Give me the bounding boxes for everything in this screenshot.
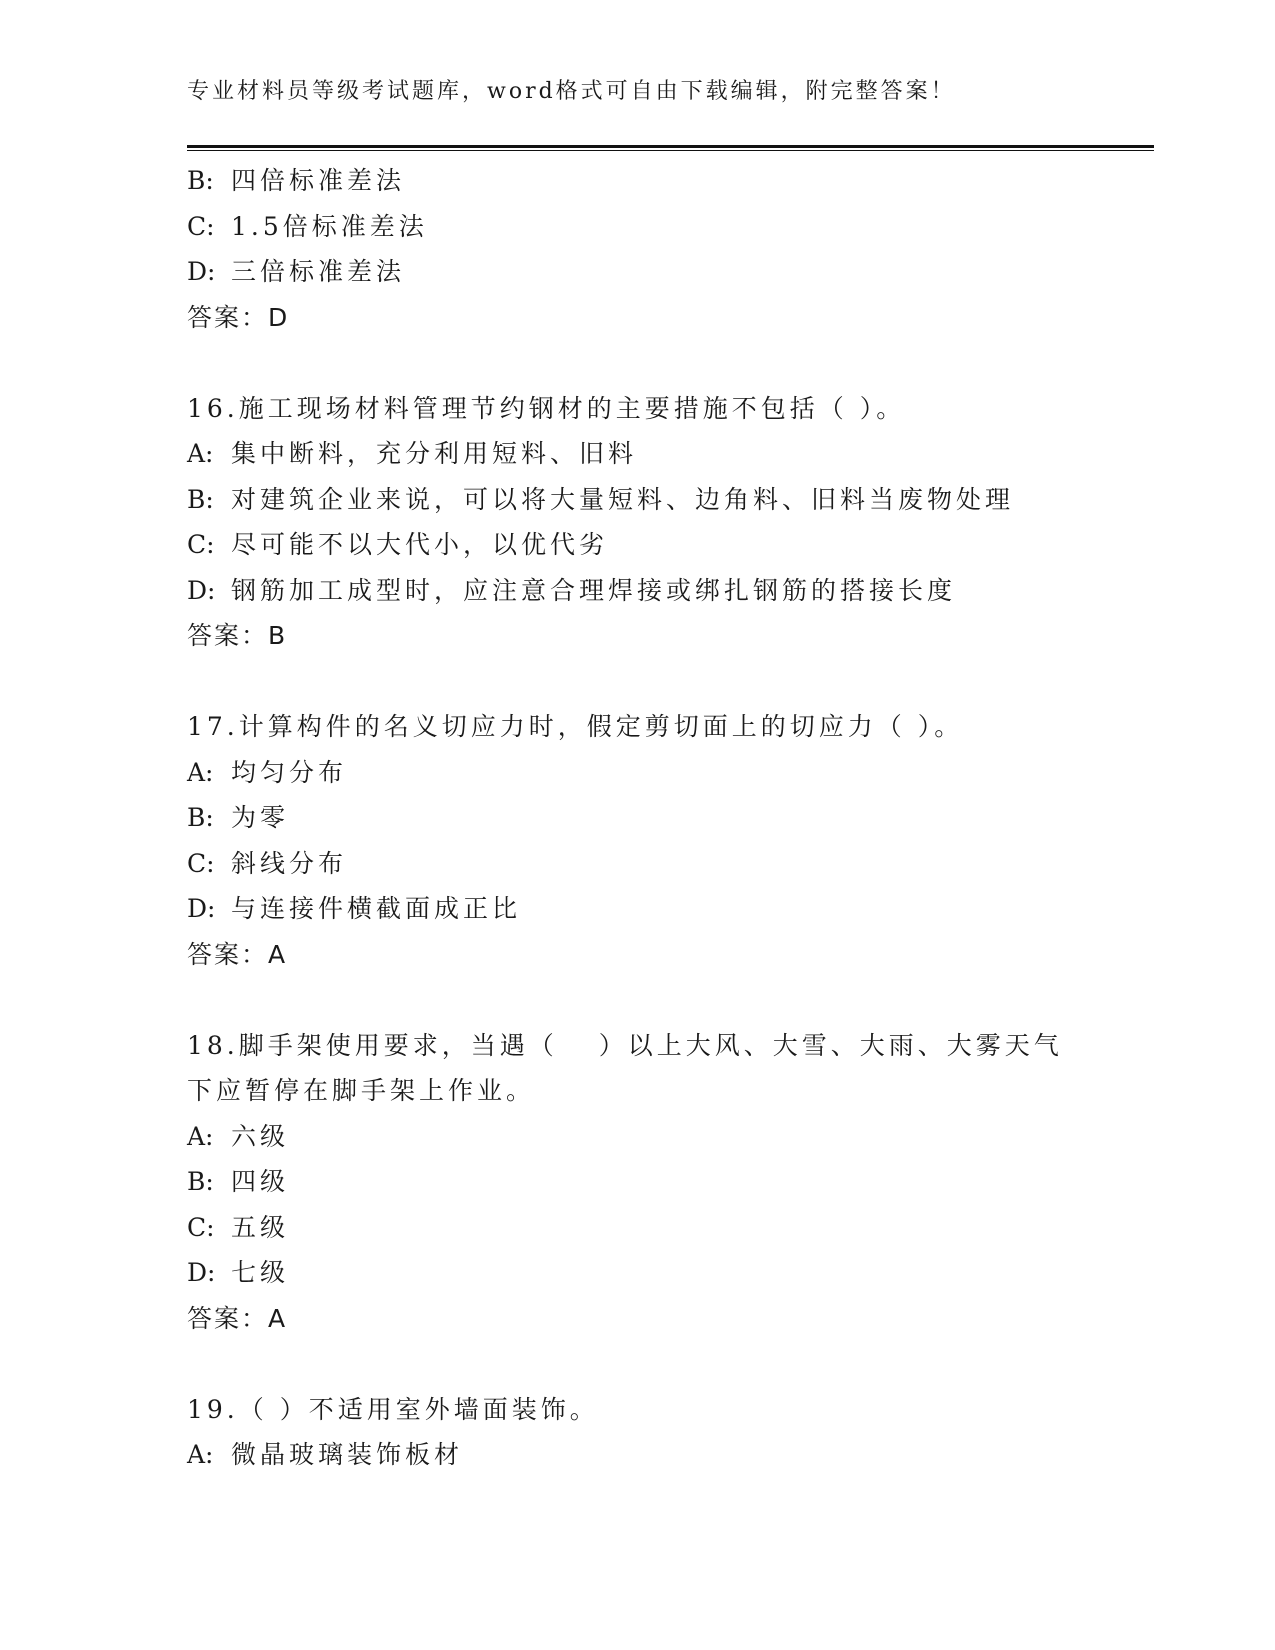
option-text: 尽可能不以大代小，以优代劣 [231,530,609,559]
option-line [187,1159,1147,1205]
option-text: 斜线分布 [231,848,348,878]
option-text: 七级 [231,1258,290,1287]
question-stem: 17.计算构件的名义切应力时，假定剪切面上的切应力（ ）。 [187,712,964,741]
option-line [187,158,1147,204]
option-line [187,522,1147,568]
option-text: 为零 [231,803,290,832]
option-label: C: [187,1212,215,1242]
option-line [187,249,1147,295]
option-line [187,477,1147,523]
spacer [187,977,1147,1023]
question-stem-continued: 下应暂停在脚手架上作业。 [187,1076,536,1105]
option-line [187,568,1147,614]
question-stem: 16.施工现场材料管理节约钢材的主要措施不包括（ ）。 [187,393,906,423]
question-block [187,386,1147,659]
option-text: 集中断料，充分利用短料、旧料 [231,439,638,468]
question-block [187,1387,1147,1478]
option-text: 与连接件横截面成正比 [231,894,522,923]
option-line [187,1250,1147,1296]
option-label: D: [187,894,216,923]
option-line [187,841,1147,887]
option-label: A: [187,1440,214,1469]
option-label: C: [187,848,215,878]
option-text: 对建筑企业来说，可以将大量短料、边角料、旧料当废物处理 [231,484,1015,514]
answer-line: 答案：D [187,302,290,332]
spacer [187,340,1147,386]
option-label: A: [187,439,214,468]
option-label: A: [187,757,214,787]
option-line [187,795,1147,841]
option-text: 1.5倍标准差法 [231,211,428,241]
option-label: B: [187,1167,214,1196]
question-list [187,158,1147,1478]
spacer [187,659,1147,705]
prev-question-block [187,158,1147,340]
option-text: 微晶玻璃装饰板材 [231,1440,464,1469]
page-header: 专业材料员等级考试题库，word格式可自由下载编辑，附完整答案！ [187,79,956,104]
question-block [187,1023,1147,1342]
option-line [187,750,1147,796]
option-text: 六级 [231,1121,290,1151]
option-text: 五级 [231,1212,290,1242]
option-line [187,886,1147,932]
option-label: A: [187,1121,214,1151]
option-label: B: [187,166,214,195]
header-rule-thin [187,150,1154,151]
option-line [187,204,1147,250]
option-text: 三倍标准差法 [231,257,406,286]
question-stem: 19.（ ）不适用室外墙面装饰。 [187,1394,599,1424]
option-text: 四倍标准差法 [231,166,406,195]
option-line [187,1432,1147,1478]
option-label: B: [187,484,214,514]
option-text: 四级 [231,1167,290,1196]
answer-line: 答案：B [187,621,288,650]
spacer [187,1341,1147,1387]
option-label: D: [187,575,216,605]
option-line [187,1114,1147,1160]
option-text: 钢筋加工成型时，应注意合理焊接或绑扎钢筋的搭接长度 [231,575,957,605]
option-text: 均匀分布 [231,757,348,787]
question-block [187,704,1147,977]
option-line [187,431,1147,477]
option-line [187,1205,1147,1251]
option-label: D: [187,1258,216,1287]
option-label: B: [187,803,214,832]
header-rule-thick [187,145,1154,148]
question-stem: 18.脚手架使用要求，当遇（ ）以上大风、大雪、大雨、大雾天气 [187,1030,1063,1060]
option-label: C: [187,530,215,559]
answer-line: 答案：A [187,1303,288,1333]
answer-line: 答案：A [187,939,288,969]
option-label: C: [187,211,215,241]
option-label: D: [187,257,216,286]
